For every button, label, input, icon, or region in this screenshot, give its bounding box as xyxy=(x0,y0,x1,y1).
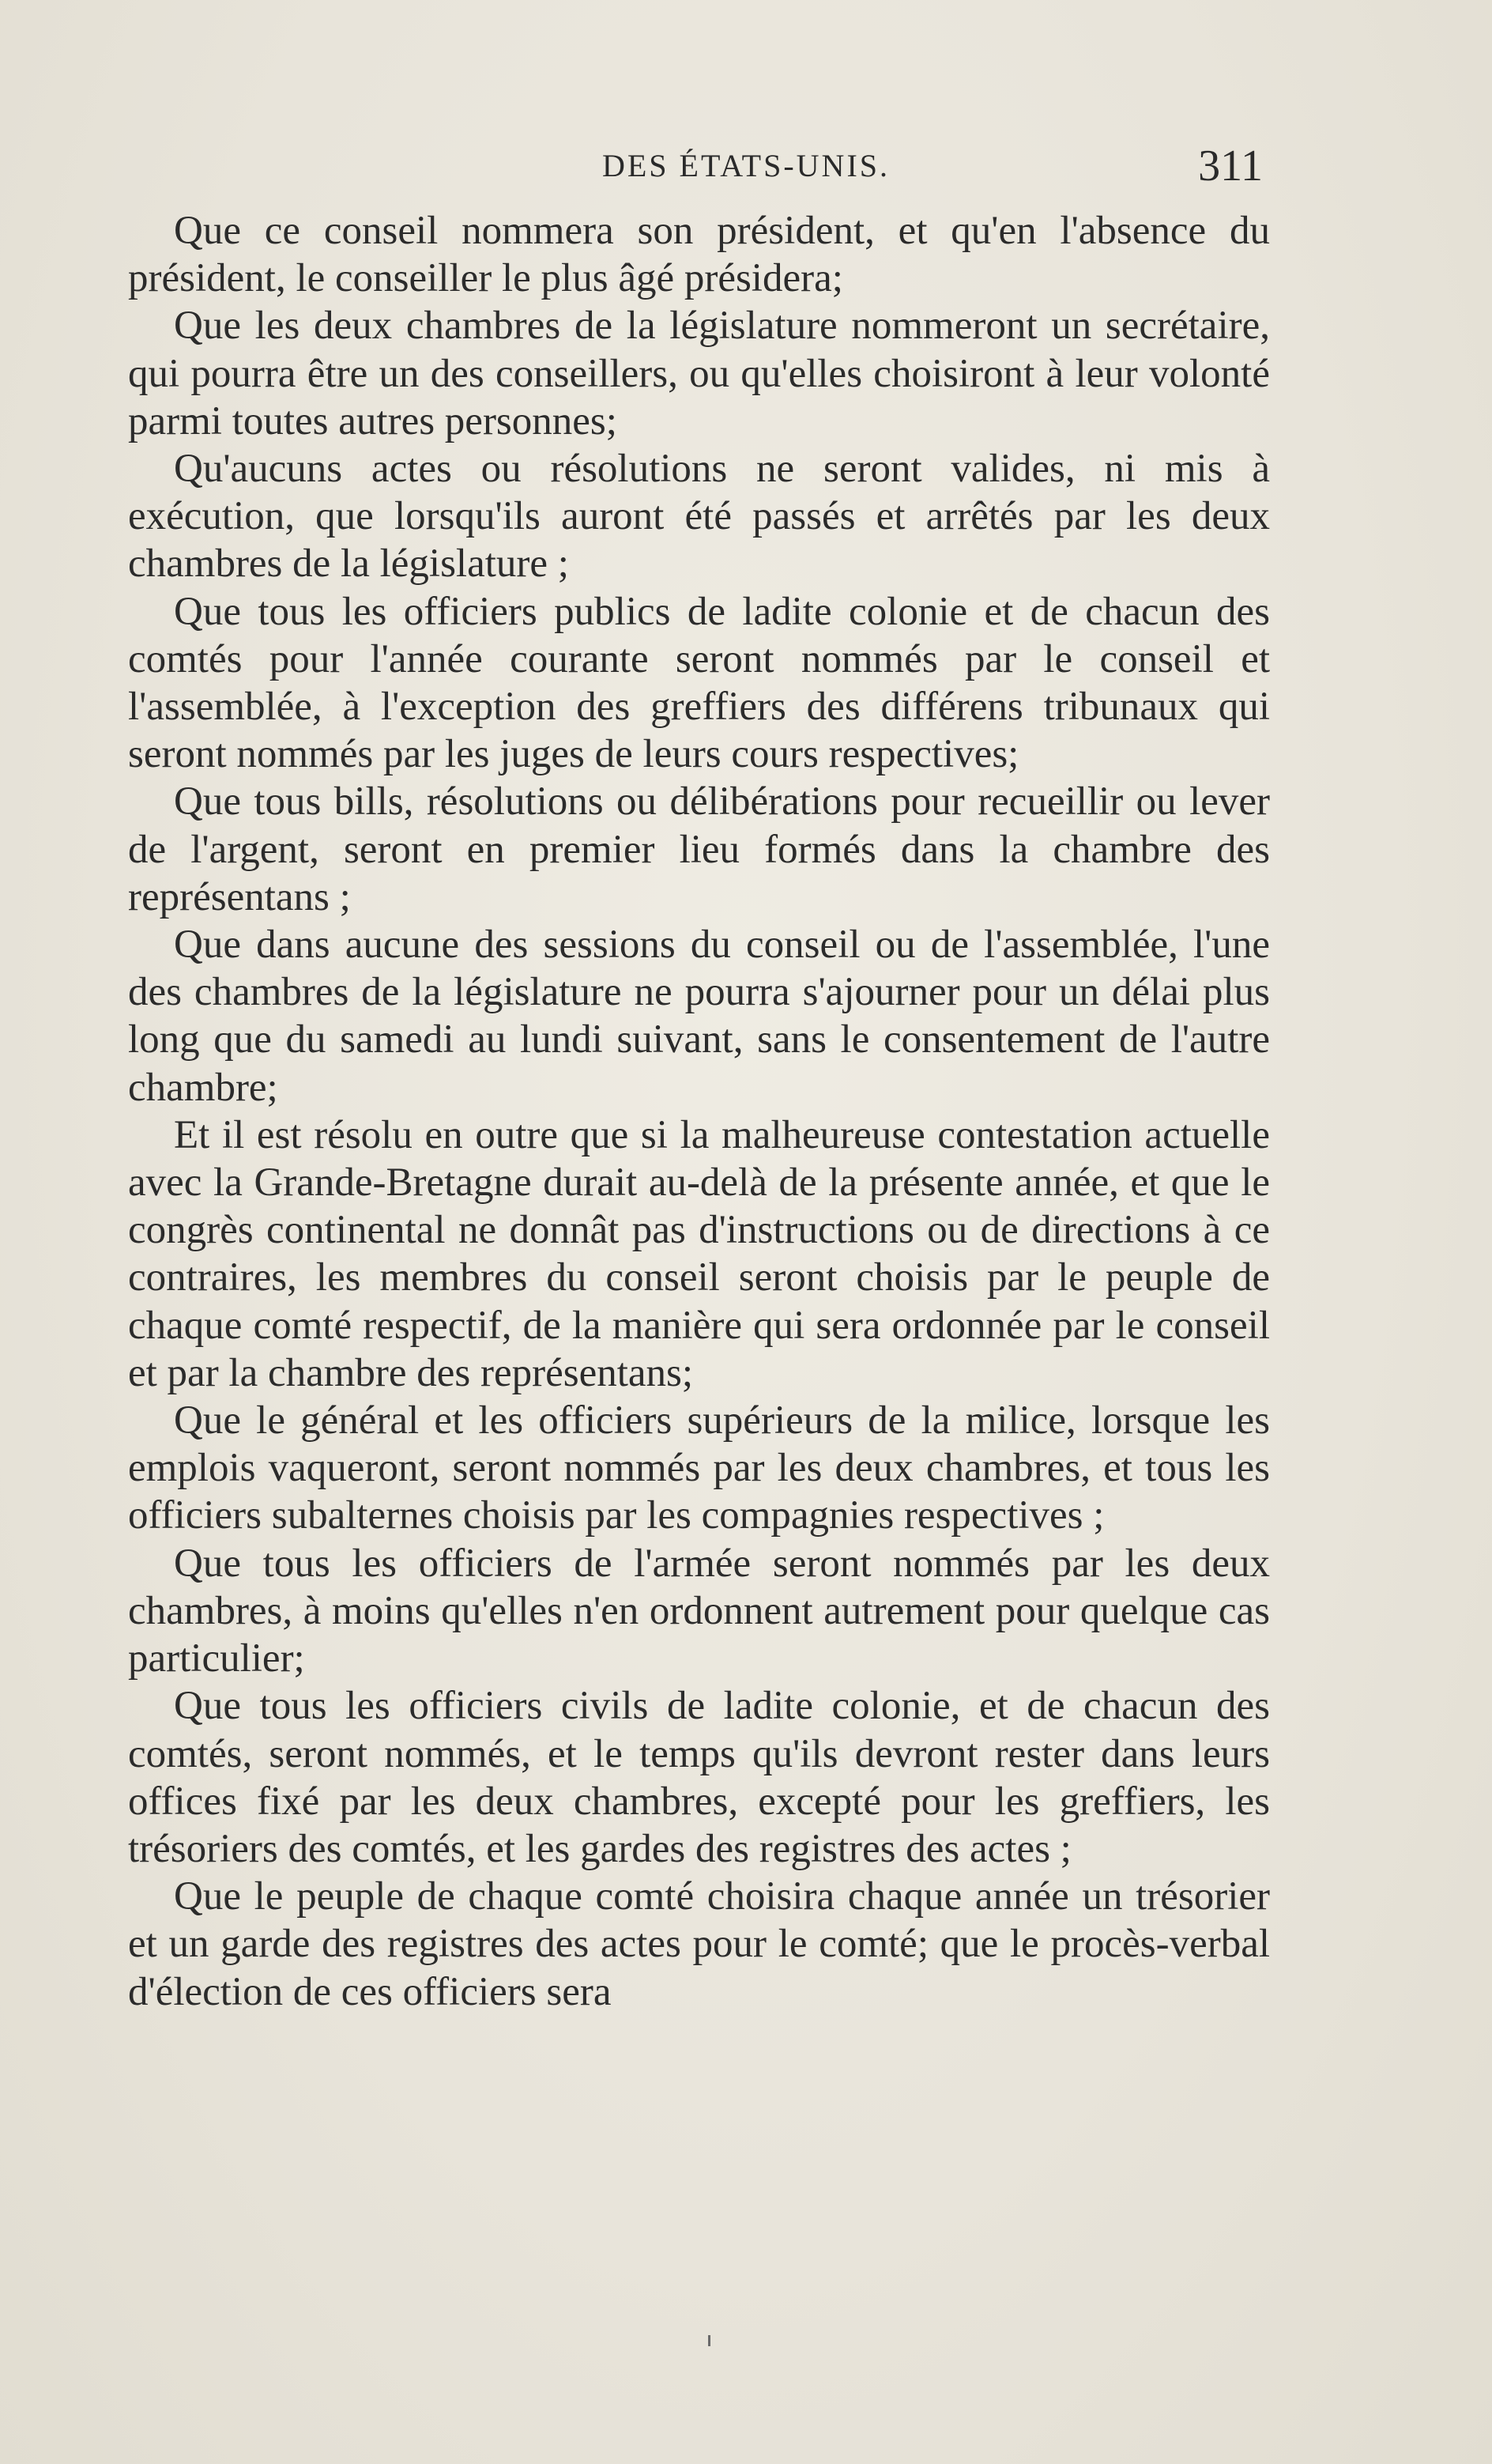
running-title: DES ÉTATS-UNIS. xyxy=(601,148,891,183)
paragraph-actes-valides: Qu'aucuns actes ou résolutions ne seront valides, ni mis à exécution, que lorsqu'ils auront été passés et arrêtés par les deux chambres de la législature ; xyxy=(128,447,1270,587)
paragraph-sessions: Que dans aucune des sessions du conseil ou de l'assemblée, l'une des chambres de la législature ne pourra s'ajourner pour un délai plus long que du samedi au lundi suivant, sans le consentement de l'autre chambre; xyxy=(128,923,1270,1110)
page-number: 311 xyxy=(1198,142,1263,191)
page-foot-mark xyxy=(708,2335,710,2346)
paragraph-secretaire: Que les deux chambres de la législature nommeront un secrétaire, qui pourra être un des conseillers, ou qu'elles choisiront à leur volonté parmi toutes autres personnes; xyxy=(128,304,1270,443)
paragraph-armee: Que tous les officiers de l'armée seront nommés par les deux chambres, à moins qu'elles n'en ordonnent autrement pour quelque cas particulier; xyxy=(128,1541,1270,1681)
paragraph-milice: Que le général et les officiers supérieurs de la milice, lorsque les emplois vaqueront, seront nommés par les deux chambres, et tous les officiers subalternes choisis par les compagnies respectives ; xyxy=(128,1398,1270,1538)
running-head xyxy=(0,142,1492,202)
paragraph-bills: Que tous bills, résolutions ou délibérations pour recueillir ou lever de l'argent, seront en premier lieu formés dans la chambre des représentans ; xyxy=(128,779,1270,919)
paragraph-officiers-civils: Que tous les officiers civils de ladite colonie, et de chacun des comtés, seront nommés, et le temps qu'ils devront rester dans leurs offices fixé par les deux chambres, excepté pour les greffiers, les trésoriers des comtés, et les gardes des registres des actes ; xyxy=(128,1684,1270,1871)
paragraph-president: Que ce conseil nommera son président, et qu'en l'absence du président, le conseiller le plus âgé présidera; xyxy=(128,209,1270,301)
body-text xyxy=(128,207,1270,2016)
paragraph-officiers-publics: Que tous les officiers publics de ladite colonie et de chacun des comtés pour l'année courante seront nommés par le conseil et l'assemblée, à l'exception des greffiers des différens tribunaux qui seront nommés par les juges de leurs cours respectives; xyxy=(128,589,1270,777)
paragraph-tresorier: Que le peuple de chaque comté choisira chaque année un trésorier et un garde des registres des actes pour le comté; que le procès-verbal d'élection de ces officiers sera xyxy=(128,1874,1270,2014)
paragraph-contestation: Et il est résolu en outre que si la malheureuse contestation actuelle avec la Grande-Bretagne durait au-delà de la présente année, et que le congrès continental ne donnât pas d'instructions ou de directions à ce contraires, les membres du conseil seront choisis par le peuple de chaque comté respectif, de la manière qui sera ordonnée par le conseil et par la chambre des représentans; xyxy=(128,1112,1270,1395)
